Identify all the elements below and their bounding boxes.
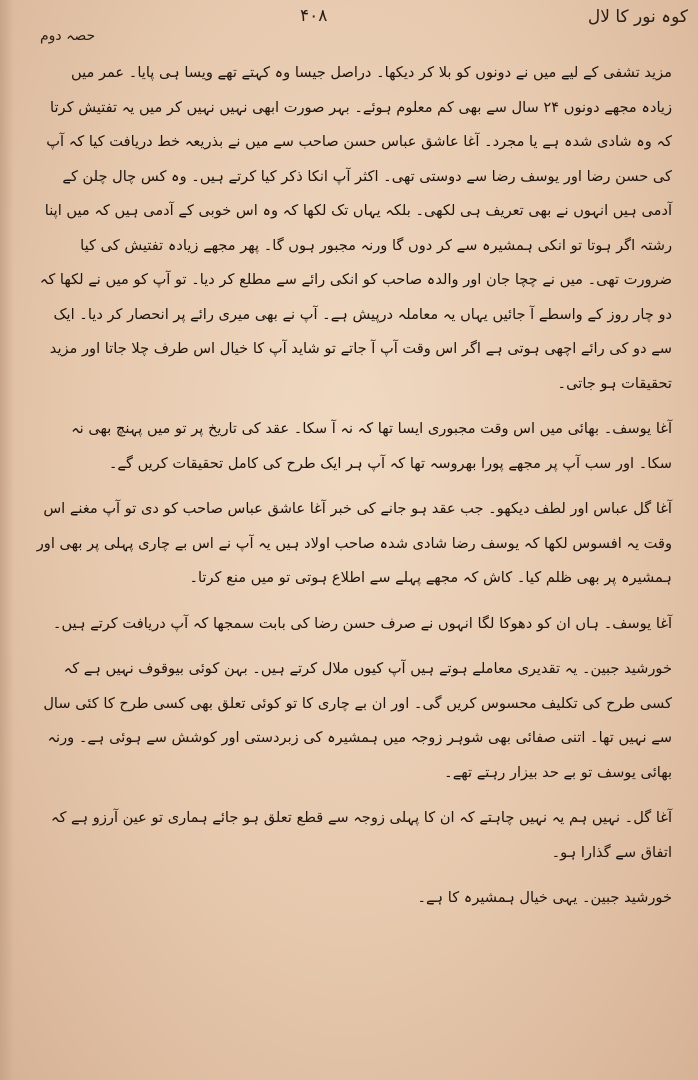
book-title: کوہ نور کا لال	[587, 7, 688, 27]
page-header	[0, 4, 698, 52]
paragraph-khurshid-jabeen-1: خورشید جبین۔ یہ تقدیری معاملے ہوتے ہیں آپ کیوں ملال کرتے ہیں۔ بہن کوئی بیوقوف نہیں ہے کہ کسی طرح کی تکلیف محسوس کریں گی۔ اور ان بے چاری کا تو کوئی تعلق بھی کسی طرح کا کئی سال سے نہیں تھا۔ اتنی صفائی بھی شوہر زوجہ میں ہمشیرہ کی زبردستی اور کوشش سے ہوئی ہے۔ ورنہ بھائی یوسف تو بے حد بیزار رہتے تھے۔	[43, 660, 672, 781]
section-label: حصہ دوم	[40, 28, 96, 44]
paragraph-agha-gul-2: آغا گل۔ نہیں ہم یہ نہیں چاہتے کہ ان کا پہلی زوجہ سے قطع تعلق ہو جائے ہماری تو عین آرزو ہے کہ اتفاق سے گذارا ہو۔	[50, 809, 672, 861]
page-number: ۴۰۸	[300, 6, 328, 26]
paragraph-khurshid-jabeen-2: خورشید جبین۔ یہی خیال ہمشیرہ کا ہے۔	[417, 889, 672, 906]
paragraph-narration: مزید تشفی کے لیے میں نے دونوں کو بلا کر دیکھا۔ دراصل جیسا وہ کہتے تھے ویسا ہی پایا۔ عمر میں زیادہ مجھے دونوں ۲۴ سال سے بھی کم معلوم ہوئے۔ بہر صورت ابھی نہیں نہیں کر میں یہ تفتیش کرتا کہ وہ شادی شدہ ہے یا مجرد۔ آغا عاشق عباس حسن صاحب سے میں نے بذریعہ خط دریافت کیا کہ آپ کی حسن رضا اور یوسف رضا سے دوستی تھی۔ اکثر آپ انکا ذکر کیا کرتے ہیں۔ وہ کس چال چلن کے آدمی ہیں انہوں نے بھی تعریف ہی لکھی۔ بلکہ یہاں تک لکھا کہ وہ اس خوبی کے آدمی ہیں کہ میں اپنا رشتہ اگر ہوتا تو انکی ہمشیرہ سے کر دوں گا ورنہ مجبور ہوں گا۔ پھر مجھے زیادہ تفتیش کی کیا ضرورت تھی۔ میں نے چچا جان اور والدہ صاحب کو انکی رائے سے مطلع کر دیا۔ تو آپ کو میں نے لکھا کہ دو چار روز کے واسطے آ جائیں یہاں یہ معاملہ درپیش ہے۔ آپ نے بھی میری رائے پر انحصار کر دیا۔ ایک سے دو کی رائے اچھی ہوتی ہے اگر اس وقت آپ آ جاتے تو شاید آپ کا خیال اس طرف چلا جاتا اور مزید تحقیقات ہو جاتی۔	[39, 64, 672, 392]
paragraph-agha-yusuf-2: آغا یوسف۔ ہاں ان کو دھوکا لگا انہوں نے صرف حسن رضا کی بابت سمجھا کہ آپ دریافت کرتے ہیں۔	[52, 614, 672, 632]
paragraph-agha-yusuf-1: آغا یوسف۔ بھائی میں اس وقت مجبوری ایسا تھا کہ نہ آ سکا۔ عقد کی تاریخ پر تو میں پہنچ بھی نہ سکا۔ اور سب آپ پر مجھے پورا بھروسہ تھا کہ آپ ہر ایک طرح کی کامل تحقیقات کریں گے۔	[71, 420, 672, 472]
paragraph-agha-gul-1: آغا گل عباس اور لطف دیکھو۔ جب عقد ہو جانے کی خبر آغا عاشق عباس صاحب کو دی تو آپ مغنے اس وقت یہ افسوس لکھا کہ یوسف رضا شادی شدہ صاحب اولاد ہیں یہ آپ نے اس بے چاری پہلی پر بھی اور ہمشیرہ پر بھی ظلم کیا۔ کاش کہ مجھے پہلے سے اطلاع ہوتی تو میں منع کرتا۔	[36, 500, 672, 586]
page-body	[36, 56, 672, 1066]
page-edge-shadow	[0, 0, 14, 1080]
